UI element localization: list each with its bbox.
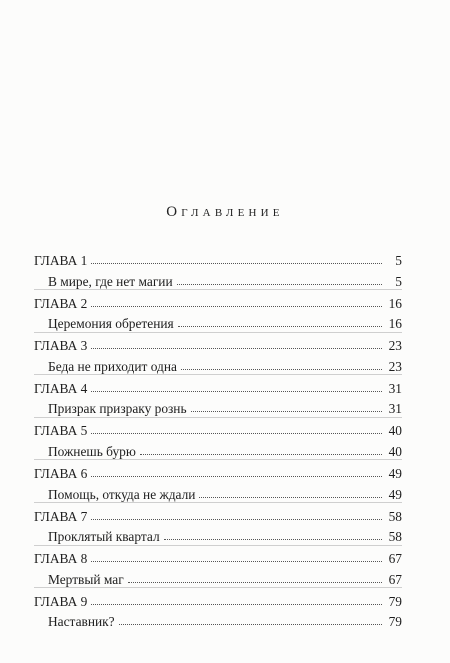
dot-leader (91, 594, 382, 605)
dot-leader (91, 253, 382, 264)
toc-chapter-row-page-number: 58 (388, 508, 402, 524)
dot-leader (164, 529, 382, 540)
dot-leader (91, 466, 382, 477)
toc-chapter-row-page-number: 67 (388, 551, 402, 567)
toc-chapter-row-page-number: 40 (388, 423, 402, 439)
toc-chapter-title-row-page-number: 67 (388, 571, 402, 587)
toc-chapter-title-row-label: Беда не приходит одна (48, 358, 177, 374)
toc-chapter-row[interactable] (34, 379, 402, 399)
toc-title: Оглавление (166, 204, 284, 220)
toc-divider (34, 417, 402, 418)
dot-leader (140, 444, 382, 455)
toc-chapter-row[interactable] (34, 251, 402, 271)
toc-chapter-row[interactable] (34, 336, 402, 356)
toc-divider (34, 587, 402, 588)
toc-chapter-title-row-label: Мертвый маг (48, 571, 124, 587)
toc-chapter-row-page-number: 5 (395, 253, 402, 268)
toc-chapter-row-page-number: 31 (388, 380, 402, 396)
toc-chapter-title-row-page-number: 16 (388, 316, 402, 332)
toc-chapter-title-row-label: Помощь, откуда не ждали (48, 486, 196, 502)
toc-chapter-row[interactable] (34, 507, 402, 527)
toc-chapter-title-row-label: Проклятый квартал (48, 529, 160, 545)
toc-chapter-row-label: ГЛАВА 3 (34, 338, 88, 354)
toc-chapter-row-label: ГЛАВА 4 (34, 380, 88, 396)
toc-divider (34, 545, 402, 546)
toc-chapter-title-row-page-number: 31 (388, 401, 402, 417)
toc-chapter-row-page-number: 23 (388, 338, 402, 354)
toc-chapter-title-row-page-number: 58 (388, 529, 402, 545)
dot-leader (91, 423, 382, 434)
toc-chapter-title-row-label: Церемония обретения (48, 316, 174, 332)
toc-chapter-row-label: ГЛАВА 9 (34, 593, 88, 609)
dot-leader (199, 487, 382, 498)
toc-chapter-row[interactable] (34, 294, 402, 314)
toc-chapter-row-label: ГЛАВА 7 (34, 508, 88, 524)
toc-chapter-title-row[interactable] (48, 612, 402, 632)
toc-chapter-row-label: ГЛАВА 8 (34, 551, 88, 567)
toc-chapter-row-page-number: 79 (388, 593, 402, 609)
toc-chapter-row-label: ГЛАВА 6 (34, 466, 88, 481)
toc-chapter-row-label: ГЛАВА 5 (34, 423, 88, 439)
toc-chapter-row-label: ГЛАВА 1 (34, 253, 88, 268)
toc-chapter-title-row-page-number: 49 (388, 486, 402, 502)
toc-chapter-row-page-number: 16 (388, 295, 402, 311)
toc-chapter-row[interactable] (34, 549, 402, 569)
toc-chapter-title-row-page-number: 23 (388, 358, 402, 374)
dot-leader (178, 316, 382, 327)
toc-chapter-title-row-label: Наставник? (48, 614, 115, 630)
toc-chapter-row[interactable] (34, 464, 402, 484)
dot-leader (91, 509, 382, 520)
toc-chapter-title-row-label: Призрак призраку рознь (48, 401, 187, 417)
toc-chapter-title-row-label: Пожнешь бурю (48, 443, 136, 459)
dot-leader (119, 614, 382, 625)
toc-divider (34, 502, 402, 503)
toc-chapter-title-row-page-number: 5 (395, 273, 402, 289)
toc-divider (34, 459, 402, 460)
dot-leader (91, 338, 382, 349)
dot-leader (91, 381, 382, 392)
toc-chapter-row-label: ГЛАВА 2 (34, 295, 88, 311)
toc-chapter-row[interactable] (34, 592, 402, 612)
dot-leader (91, 296, 382, 307)
toc-chapter-title-row-page-number: 79 (388, 614, 402, 630)
toc-divider (34, 289, 402, 290)
dot-leader (91, 551, 382, 562)
toc-chapter-row-page-number: 49 (388, 466, 402, 481)
toc-chapter-row[interactable] (34, 421, 402, 441)
dot-leader (181, 359, 382, 370)
toc-divider (34, 374, 402, 375)
toc-chapter-title-row-label: В мире, где нет магии (48, 273, 173, 289)
toc-chapter-title-row-page-number: 40 (388, 443, 402, 459)
dot-leader (191, 401, 382, 412)
dot-leader (177, 274, 382, 285)
dot-leader (128, 572, 382, 583)
toc-divider (34, 332, 402, 333)
